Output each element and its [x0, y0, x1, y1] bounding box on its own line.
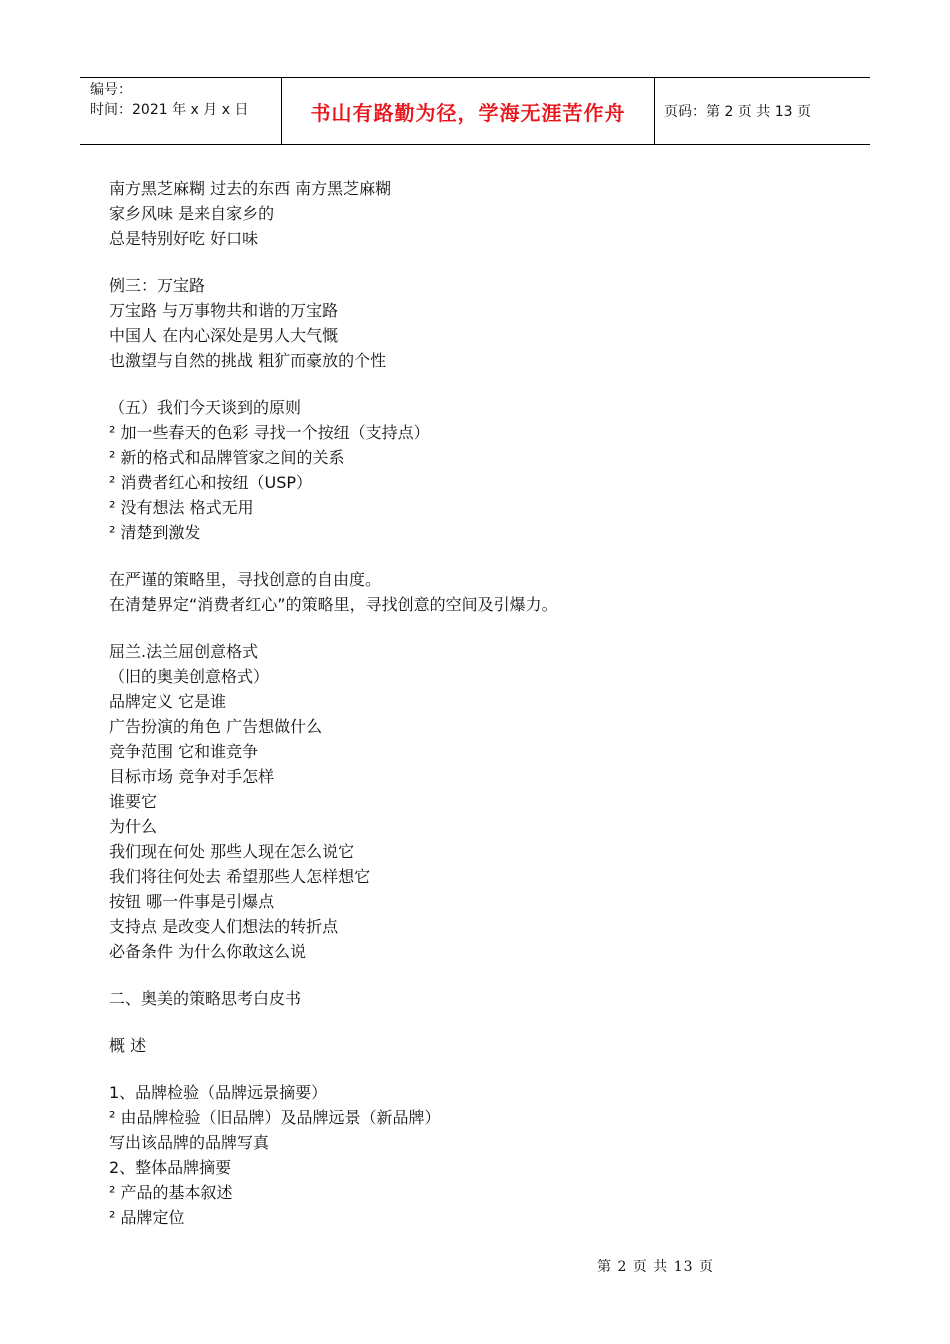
document-body [109, 176, 829, 1230]
header-table [80, 77, 870, 145]
footer-page-number: 第 2 页 共 13 页 [597, 1259, 714, 1275]
paragraph-gap [109, 545, 829, 567]
text-line: 屈兰.法兰屈创意格式 [109, 642, 259, 661]
paragraph-gap [109, 1058, 829, 1080]
text-line: 家乡风味 是来自家乡的 [109, 204, 275, 223]
text-line: 为什么 [109, 817, 158, 836]
text-line: ² 品牌定位 [109, 1208, 185, 1227]
text-line: 中国人 在内心深处是男人大气慨 [109, 326, 339, 345]
paragraph-gap [109, 1011, 829, 1033]
paragraph [109, 567, 829, 617]
text-line: （五）我们今天谈到的原则 [109, 398, 302, 417]
text-line: ² 新的格式和品牌管家之间的关系 [109, 448, 345, 467]
paragraph-gap [109, 373, 829, 395]
text-line: ² 产品的基本叙述 [109, 1183, 233, 1202]
text-line: 目标市场 竞争对手怎样 [109, 767, 275, 786]
text-line: 我们将往何处去 希望那些人怎样想它 [109, 867, 371, 886]
text-line: 按钮 哪一件事是引爆点 [109, 892, 275, 911]
text-line: ² 由品牌检验（旧品牌）及品牌远景（新品牌） [109, 1108, 441, 1127]
text-line: （旧的奥美创意格式） [109, 667, 270, 686]
header-page-info: 页码：第 2 页 共 13 页 [664, 104, 811, 120]
text-line: 概 述 [109, 1036, 147, 1055]
text-line: 万宝路 与万事物共和谐的万宝路 [109, 301, 339, 320]
paragraph [109, 395, 829, 545]
text-line: 二、奥美的策略思考白皮书 [109, 989, 302, 1008]
text-line: 我们现在何处 那些人现在怎么说它 [109, 842, 355, 861]
text-line: 例三：万宝路 [109, 276, 206, 295]
paragraph [109, 639, 829, 964]
paragraph [109, 1080, 829, 1230]
text-line: 谁要它 [109, 792, 158, 811]
text-line: 南方黑芝麻糊 过去的东西 南方黑芝麻糊 [109, 179, 392, 198]
text-line: 支持点 是改变人们想法的转折点 [109, 917, 339, 936]
text-line: 总是特别好吃 好口味 [109, 229, 259, 248]
text-line: 必备条件 为什么你敢这么说 [109, 942, 307, 961]
paragraph [109, 986, 829, 1011]
text-line: ² 没有想法 格式无用 [109, 498, 254, 517]
header-motto: 书山有路勤为径，学海无涯苦作舟 [281, 78, 655, 144]
text-line: ² 消费者红心和按纽（USP） [109, 473, 313, 492]
text-line: ² 清楚到激发 [109, 523, 201, 542]
text-line: 1、品牌检验（品牌远景摘要） [109, 1083, 328, 1102]
text-line: 写出该品牌的品牌写真 [109, 1133, 270, 1152]
paragraph [109, 1033, 829, 1058]
paragraph-gap [109, 964, 829, 986]
text-line: 品牌定义 它是谁 [109, 692, 227, 711]
text-line: ² 加一些春天的色彩 寻找一个按纽（支持点） [109, 423, 430, 442]
header-meta [80, 78, 281, 144]
text-line: 2、整体品牌摘要 [109, 1158, 232, 1177]
time-label: 时间：2021 年 x 月 x 日 [90, 102, 249, 118]
paragraph-gap [109, 617, 829, 639]
text-line: 在清楚界定“消费者红心”的策略里，寻找创意的空间及引爆力。 [109, 595, 558, 614]
text-line: 在严谨的策略里，寻找创意的自由度。 [109, 570, 382, 589]
paragraph [109, 176, 829, 251]
text-line: 广告扮演的角色 广告想做什么 [109, 717, 323, 736]
text-line: 竞争范围 它和谁竞争 [109, 742, 259, 761]
paragraph-gap [109, 251, 829, 273]
paragraph [109, 273, 829, 373]
number-label: 编号： [90, 82, 132, 98]
text-line: 也激望与自然的挑战 粗犷而豪放的个性 [109, 351, 387, 370]
